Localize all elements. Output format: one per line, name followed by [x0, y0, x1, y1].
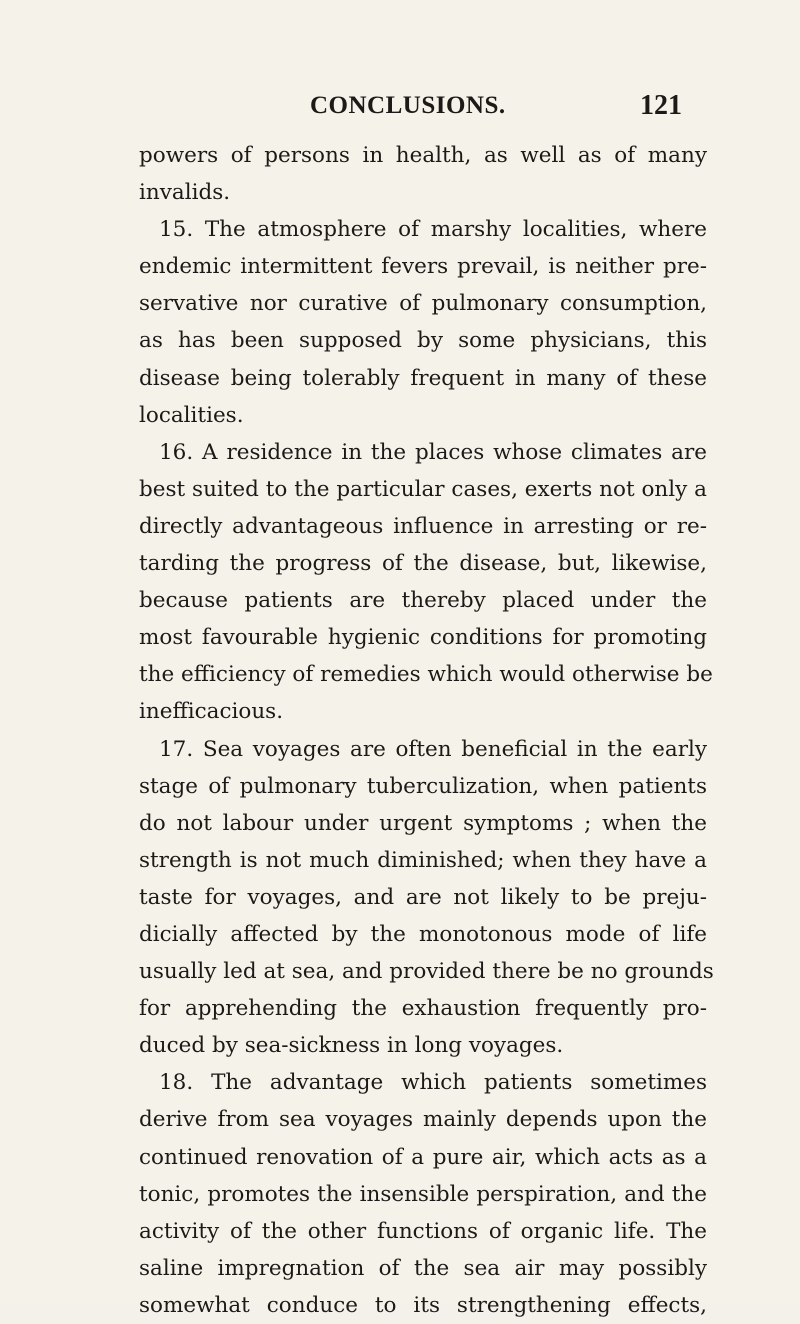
- text-line: endemic intermittent fevers prevail, is neither pre-: [139, 254, 707, 280]
- text-line: because patients are thereby placed under the: [139, 588, 707, 614]
- text-line: 16. A residence in the places whose climates are: [159, 439, 707, 465]
- text-line: strength is not much diminished; when they have a: [139, 847, 707, 873]
- text-line: localities.: [139, 402, 244, 428]
- text-line: as has been supposed by some physicians, this: [139, 328, 707, 354]
- text-line: most favourable hygienic conditions for promoting: [139, 625, 707, 651]
- text-line: tarding the progress of the disease, but, likewise,: [139, 551, 707, 577]
- text-line: directly advantageous influence in arresting or re-: [139, 513, 707, 539]
- text-line: powers of persons in health, as well as of many: [139, 143, 707, 168]
- text-line: do not labour under urgent symptoms ; when the: [139, 810, 707, 836]
- text-line: somewhat conduce to its strengthening effects,: [139, 1292, 707, 1318]
- text-line: disease being tolerably frequent in many of these: [139, 365, 707, 391]
- text-line: invalids.: [139, 180, 231, 206]
- text-line: best suited to the particular cases, exerts not only a: [139, 476, 707, 502]
- text-line: 18. The advantage which patients sometimes: [159, 1070, 707, 1096]
- text-line: usually led at sea, and provided there be no grounds: [139, 959, 714, 985]
- text-line: the efficiency of remedies which would otherwise be: [139, 662, 713, 688]
- text-line: inefficacious.: [139, 699, 284, 725]
- page-number: 121: [640, 90, 682, 121]
- text-line: activity of the other functions of organic life. The: [139, 1218, 707, 1244]
- text-line: 17. Sea voyages are often beneficial in the early: [159, 736, 707, 762]
- text-line: dicially affected by the monotonous mode of life: [139, 921, 707, 947]
- text-line: saline impregnation of the sea air may possibly: [139, 1255, 707, 1281]
- body-text: [139, 137, 714, 1324]
- text-line: continued renovation of a pure air, which acts as a: [139, 1144, 707, 1170]
- text-line: servative nor curative of pulmonary consumption,: [139, 291, 707, 317]
- text-line: 15. The atmosphere of marshy localities, where: [159, 217, 707, 243]
- text-line: taste for voyages, and are not likely to be preju-: [139, 884, 707, 910]
- text-line: derive from sea voyages mainly depends upon the: [139, 1107, 707, 1133]
- text-line: for apprehending the exhaustion frequently pro-: [139, 996, 707, 1022]
- running-head-title: CONCLUSIONS.: [310, 92, 506, 119]
- text-line: duced by sea-sickness in long voyages.: [139, 1033, 564, 1059]
- text-line: stage of pulmonary tuberculization, when patients: [139, 773, 707, 799]
- text-line: tonic, promotes the insensible perspiration, and the: [139, 1181, 707, 1207]
